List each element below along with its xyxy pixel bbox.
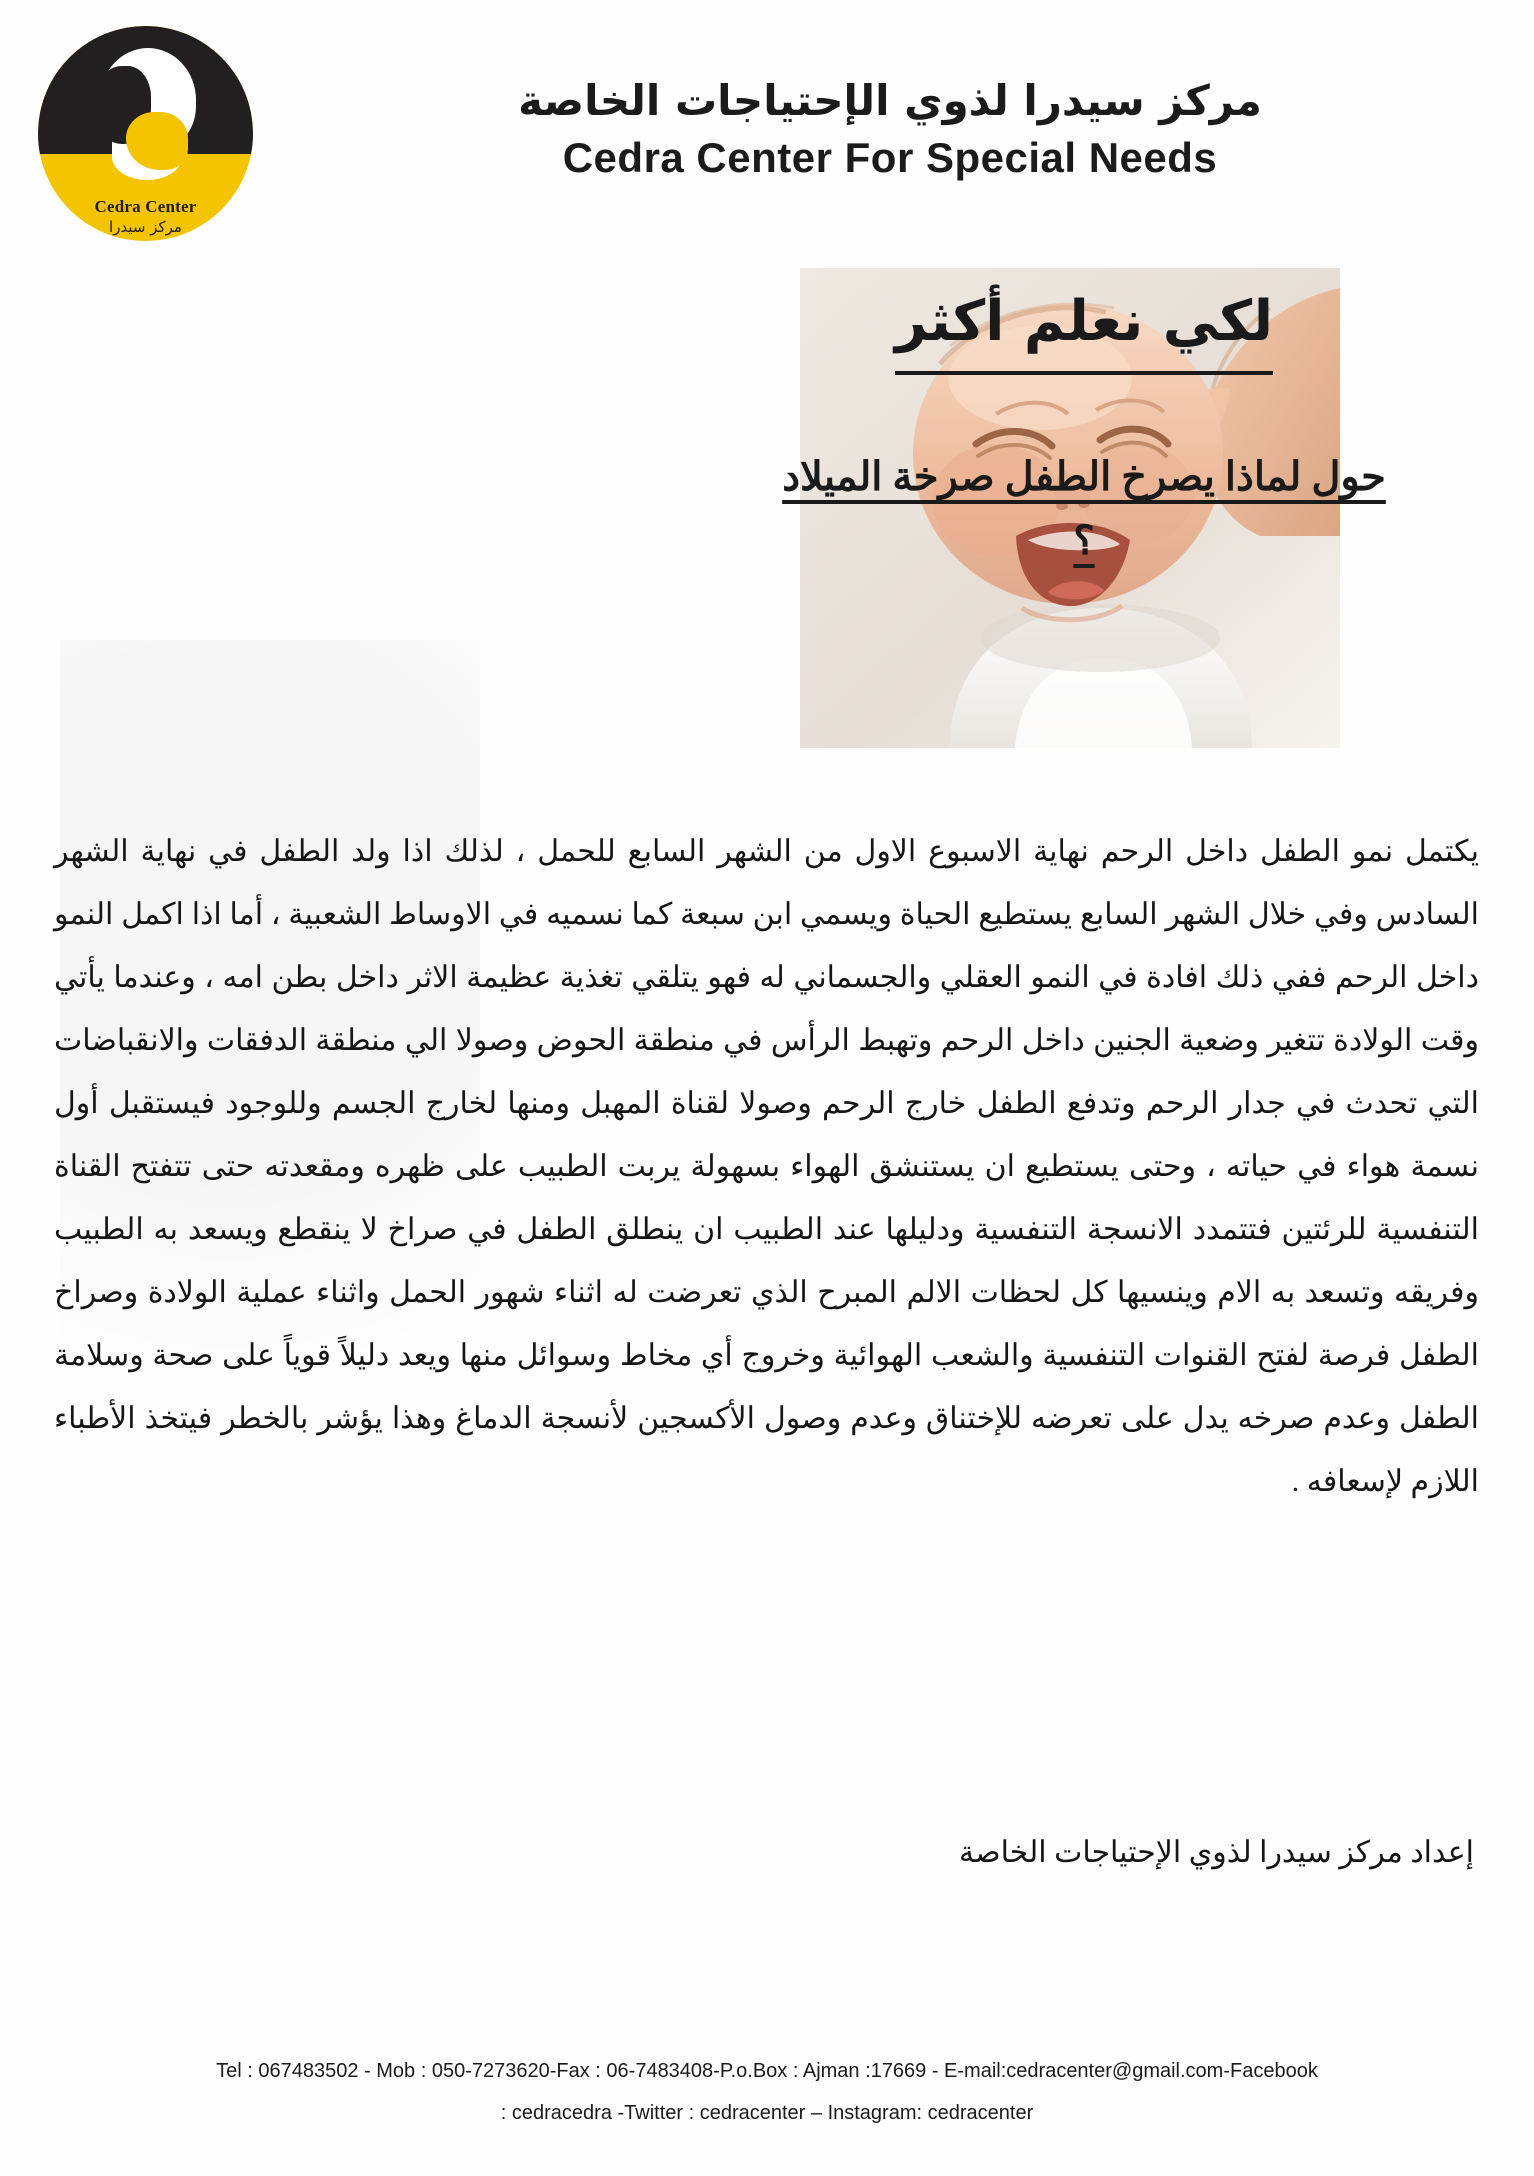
document-header <box>0 18 1534 268</box>
article-body: يكتمل نمو الطفل داخل الرحم نهاية الاسبوع الاول من الشهر السابع للحمل ، لذلك اذا ولد الطفل في نهاية الشهر السادس وفي خلال الشهر السابع يستطيع الحياة ويسمي ابن سبعة كما نسميه في الاوساط الشعبية ، أما اذا اكمل النمو داخل الرحم ففي ذلك افادة في النمو العقلي والجسماني له فهو يتلقي تغذية عظيمة الاثر داخل بطن امه ، وعندما يأتي وقت الولادة تتغير وضعية الجنين داخل الرحم وتهبط الرأس في منطقة الحوض وصولا الي منطقة الدفقات والانقباضات التي تحدث في جدار الرحم وتدفع الطفل خارج الرحم وصولا لقناة المهبل ومنها لخارج الجسم وللوجود فيستقبل أول نسمة هواء في حياته ، وحتى يستطيع ان يستنشق الهواء بسهولة يربت الطبيب على ظهره ومقعدته حتى تتفتح القناة التنفسية للرئتين فتتمدد الانسجة التنفسية ودليلها عند الطبيب ان ينطلق الطفل في صراخ لا ينقطع ويسعد به الطبيب وفريقه وتسعد به الام وينسيها كل لحظات الالم المبرح الذي تعرضت له اثناء شهور الحمل واثناء عملية الولادة وصراخ الطفل فرصة لفتح القنوات التنفسية والشعب الهوائية وخروج أي مخاط وسوائل منها ويعد دليلاً قوياً على صحة وسلامة الطفل وعدم صرخه يدل على تعرضه للإختناق وعدم وصول الأكسجين لأنسجة الدماغ وهذا يؤشر بالخطر فيتخذ الأطباء اللازم لإسعافه . <box>54 835 1479 1498</box>
headline-primary: لكي نعلم أكثر <box>895 288 1273 375</box>
organization-logo <box>38 26 268 241</box>
footer-contact-line-2: : cedracedra -Twitter : cedracenter – Instagram: cedracenter <box>500 2102 1034 2124</box>
document-footer <box>0 2050 1534 2134</box>
page-title-ar: مركز سيدرا لذوي الإحتياجات الخاصة <box>518 76 1262 125</box>
logo-circle <box>38 26 253 241</box>
footer-contact-line-1: Tel : 067483502 - Mob : 050-7273620-Fax : 06-7483408-P.o.Box : Ajman :17669 - E-mail:cedracenter@gmail.com-Facebook <box>216 2060 1318 2082</box>
article-signature: إعداد مركز سيدرا لذوي الإحتياجات الخاصة <box>959 1836 1474 1869</box>
header-titles <box>300 78 1480 182</box>
headline-secondary: حول لماذا يصرخ الطفل صرخة الميلاد ؟ <box>782 454 1386 564</box>
hero-section <box>0 268 1534 788</box>
logo-name-en: Cedra Center <box>94 197 197 216</box>
page-title-en: Cedra Center For Special Needs <box>562 134 1218 182</box>
hero-headlines <box>774 288 1394 573</box>
logo-name-ar: مركز سيدرا <box>109 218 182 236</box>
